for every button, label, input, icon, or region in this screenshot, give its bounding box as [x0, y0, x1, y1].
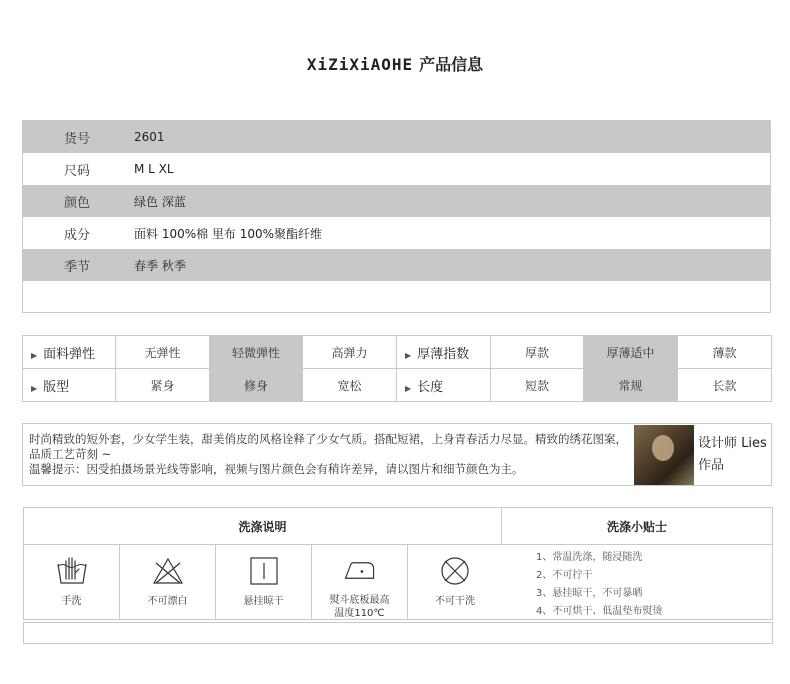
- care-tips-title: 洗涤小贴士: [502, 508, 772, 545]
- care-instructions: [23, 507, 773, 620]
- info-value: 春季 秋季: [134, 258, 186, 273]
- care-item: [24, 545, 120, 620]
- attribute-heading: ▶ 厚薄指数: [397, 336, 491, 369]
- care-tip: 2、不可拧干: [536, 570, 593, 581]
- info-value: M L XL: [134, 162, 174, 176]
- info-row: [23, 121, 770, 153]
- hang-dry-icon: [247, 555, 281, 587]
- info-row: [23, 217, 770, 249]
- attribute-option: 高弹力: [303, 336, 397, 369]
- attribute-option-selected: 常规: [584, 369, 678, 402]
- hand-wash-icon: [55, 555, 89, 587]
- attribute-option-selected: 修身: [210, 369, 303, 402]
- care-tip: 3、悬挂晾干，不可暴晒: [536, 588, 643, 599]
- warm-tip: 温馨提示：因受拍摄场景光线等影响，视频与图片颜色会有稍许差异，请以图片和细节颜色为主。: [29, 462, 524, 476]
- attribute-option-selected: 轻微弹性: [210, 336, 303, 369]
- attribute-option: 无弹性: [116, 336, 210, 369]
- info-value: 绿色 深蓝: [134, 194, 186, 209]
- description-box: [22, 423, 772, 486]
- no-dry-clean-icon: [438, 555, 472, 587]
- attribute-row: [23, 369, 772, 402]
- attribute-option: 厚款: [491, 336, 584, 369]
- care-tip: 4、不可烘干、低温垫布熨烫: [536, 606, 663, 617]
- info-key: 成分: [63, 227, 90, 243]
- info-value: 面料 100%棉 里布 100%聚酯纤维: [134, 226, 323, 241]
- attribute-option: 薄款: [678, 336, 772, 369]
- description-text: [29, 432, 633, 477]
- care-item: [312, 545, 408, 620]
- info-row: [23, 185, 770, 217]
- care-item: [216, 545, 312, 620]
- attribute-option-selected: 厚薄适中: [584, 336, 678, 369]
- title-suffix: 产品信息: [419, 55, 484, 74]
- triangle-icon: ▶: [405, 383, 412, 393]
- triangle-icon: ▶: [405, 350, 412, 360]
- brand-logo: XiZiXiAOHE: [306, 55, 414, 74]
- designer-photo: [634, 425, 694, 485]
- info-key: 季节: [63, 259, 90, 275]
- info-row: [23, 249, 770, 281]
- page-title: [0, 52, 790, 75]
- attribute-row: [23, 336, 772, 369]
- iron-icon: [343, 555, 377, 586]
- care-label: 熨斗底板最高 温度110℃: [329, 595, 390, 619]
- care-label: 不可漂白: [147, 596, 188, 607]
- care-title: 洗涤说明: [24, 508, 502, 545]
- attribute-option: 宽松: [303, 369, 397, 402]
- attribute-option: 紧身: [116, 369, 210, 402]
- attribute-heading: ▶ 长度: [397, 369, 491, 402]
- attribute-heading: ▶ 面料弹性: [23, 336, 116, 369]
- info-value: 2601: [134, 130, 165, 144]
- attribute-option: 短款: [491, 369, 584, 402]
- info-key: 颜色: [63, 195, 90, 211]
- care-tips-list: [536, 549, 662, 621]
- attribute-option: 长款: [678, 369, 772, 402]
- care-tip: 1、常温洗涤，随浸随洗: [536, 552, 643, 563]
- care-item: [408, 545, 502, 620]
- description-line: 时尚精致的短外套，少女学生装，甜美俏皮的风格诠释了少女气质。搭配短裙，上身青春活力尽显。精致的绣花图案，品质工艺苛刻 ~: [29, 432, 627, 461]
- triangle-icon: ▶: [31, 350, 38, 360]
- care-item: [120, 545, 216, 620]
- designer-credit: 设计师 Lies 作品: [698, 436, 767, 473]
- footer-empty-box: [23, 622, 773, 644]
- care-label: 手洗: [61, 596, 82, 607]
- triangle-icon: ▶: [31, 383, 38, 393]
- info-key: 尺码: [63, 163, 90, 179]
- care-label: 悬挂晾干: [243, 596, 284, 607]
- attribute-heading: ▶ 版型: [23, 369, 116, 402]
- info-key: 货号: [63, 131, 90, 147]
- product-info-table: [22, 120, 771, 313]
- info-row: [23, 153, 770, 185]
- no-bleach-icon: [151, 555, 185, 587]
- care-label: 不可干洗: [435, 596, 475, 607]
- care-icons-row: [24, 545, 502, 620]
- attribute-table: [22, 335, 772, 402]
